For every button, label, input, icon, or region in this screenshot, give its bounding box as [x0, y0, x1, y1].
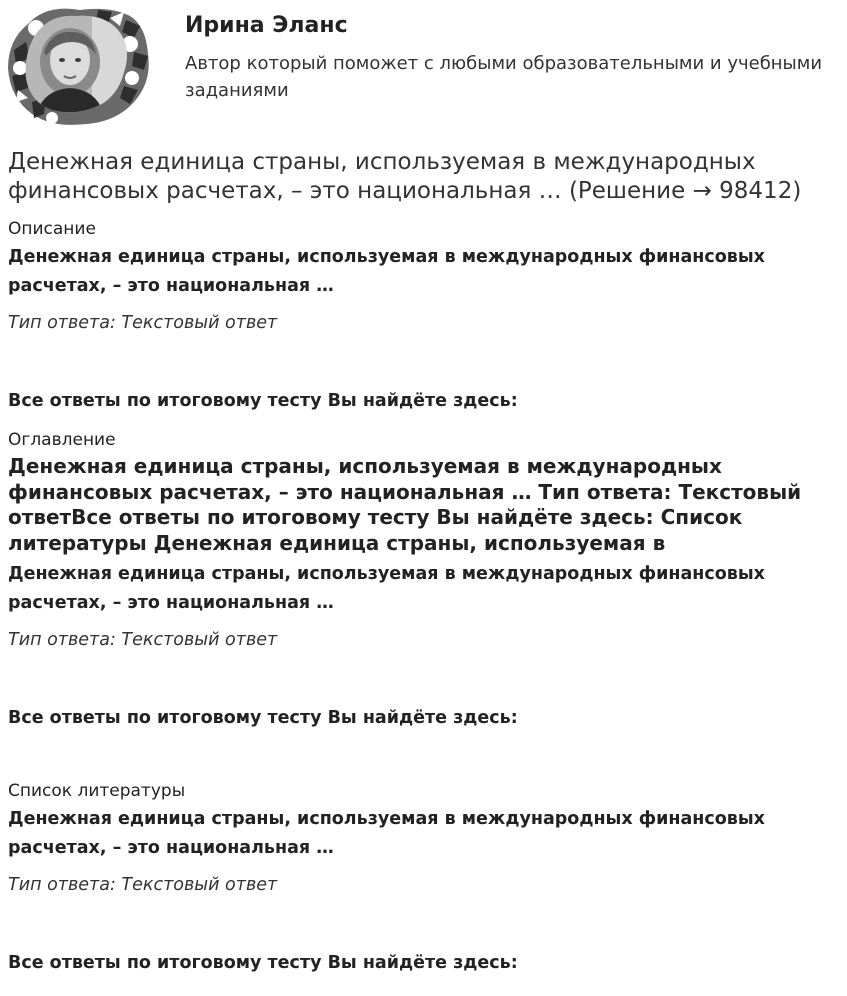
all-answers-text: Все ответы по итоговому тесту Вы найдёте здесь:: [8, 708, 518, 728]
literature-section: [8, 780, 840, 975]
question-text: Денежная единица страны, используемая в международных финансовых расчетах, – это национальная …: [8, 564, 765, 613]
section-label: Оглавление: [8, 430, 116, 450]
description-section: [8, 218, 840, 413]
answer-type: Тип ответа: Текстовый ответ: [8, 313, 278, 333]
toc-section: [8, 429, 840, 730]
author-photo-frame: [6, 6, 152, 128]
page-title: Денежная единица страны, используемая в международных финансовых расчетах, – это национальная … (Решение → 98412): [8, 149, 802, 204]
author-header: [0, 0, 847, 130]
section-label: Список литературы: [8, 781, 186, 801]
avatar[interactable]: [6, 6, 152, 128]
answer-type: Тип ответа: Текстовый ответ: [8, 630, 278, 650]
question-text: Денежная единица страны, используемая в международных финансовых расчетах, – это национальная …: [8, 809, 765, 858]
author-name[interactable]: Ирина Эланс: [185, 13, 348, 38]
answer-type: Тип ответа: Текстовый ответ: [8, 875, 278, 895]
section-label: Описание: [8, 219, 96, 239]
all-answers-text: Все ответы по итоговому тесту Вы найдёте здесь:: [8, 953, 518, 973]
all-answers-text: Все ответы по итоговому тесту Вы найдёте здесь:: [8, 391, 518, 411]
author-description: Автор который поможет с любыми образовательными и учебными заданиями: [185, 53, 823, 101]
toc-heading: Денежная единица страны, используемая в международных финансовых расчетах, – это национальная … Тип ответа: Текстовый ответВсе ответы по итоговому тесту Вы найдёте здесь: Список литературы Денежная единица страны, используемая в: [8, 454, 802, 555]
question-text: Денежная единица страны, используемая в международных финансовых расчетах, – это национальная …: [8, 247, 765, 296]
